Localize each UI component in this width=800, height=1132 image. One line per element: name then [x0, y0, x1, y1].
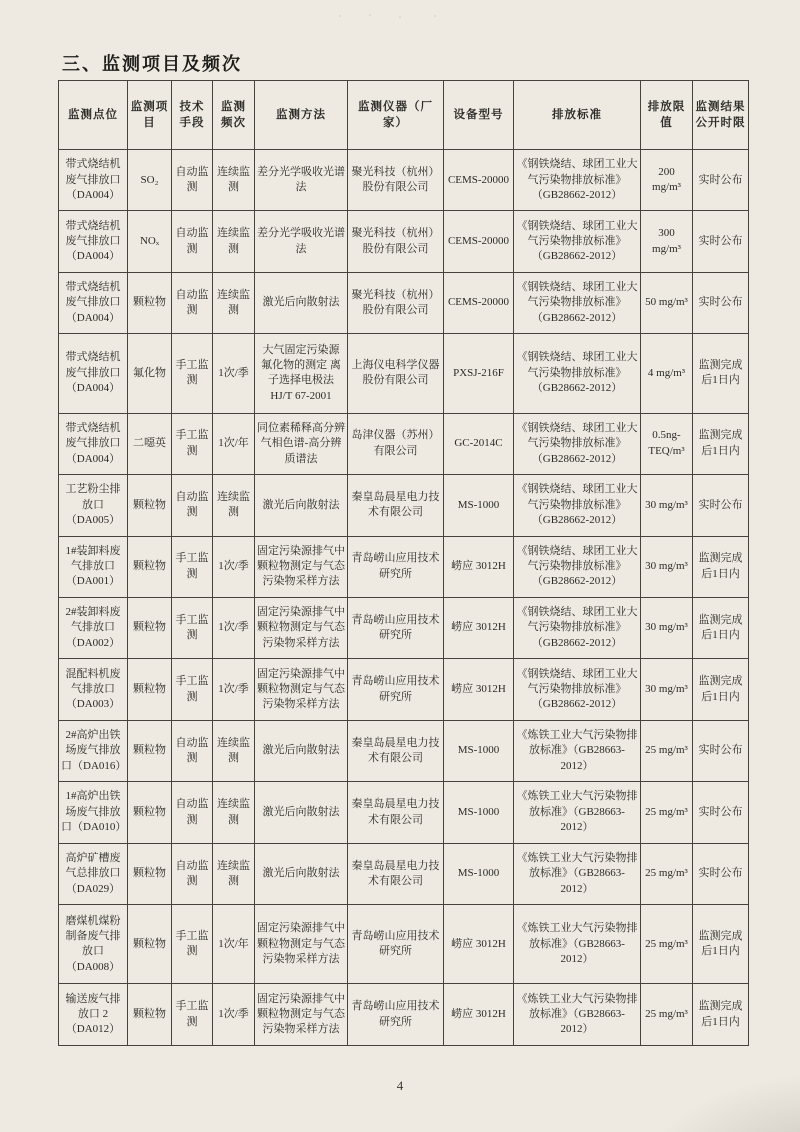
- column-header: 监测结果公开时限: [693, 81, 749, 150]
- table-cell: CEMS-20000: [444, 272, 514, 333]
- table-cell: 输送废气排放口 2（DA012）: [59, 984, 128, 1046]
- table-cell: 青岛崂山应用技术研究所: [348, 984, 444, 1046]
- table-cell: 25 mg/m³: [641, 905, 693, 984]
- table-cell: 固定污染源排气中颗粒物测定与气态污染物采样方法: [255, 659, 348, 720]
- table-cell: 青岛崂山应用技术研究所: [348, 597, 444, 658]
- table-cell: 固定污染源排气中颗粒物测定与气态污染物采样方法: [255, 536, 348, 597]
- table-cell: 《炼铁工业大气污染物排放标准》（GB28663-2012）: [514, 843, 641, 904]
- table-cell: 颗粒物: [128, 905, 172, 984]
- table-cell: MS-1000: [444, 782, 514, 843]
- column-header: 设备型号: [444, 81, 514, 150]
- table-row: [59, 782, 749, 843]
- table-cell: 《炼铁工业大气污染物排放标准》（GB28663-2012）: [514, 984, 641, 1046]
- table-cell: 《炼铁工业大气污染物排放标准》（GB28663-2012）: [514, 905, 641, 984]
- table-cell: 连续监测: [213, 782, 255, 843]
- table-cell: 带式烧结机废气排放口（DA004）: [59, 272, 128, 333]
- table-cell: 手工监测: [172, 984, 213, 1046]
- table-row: [59, 843, 749, 904]
- table-cell: 连续监测: [213, 720, 255, 781]
- table-cell: 手工监测: [172, 413, 213, 474]
- table-cell: 手工监测: [172, 905, 213, 984]
- table-cell: CEMS-20000: [444, 150, 514, 211]
- table-cell: 1次/季: [213, 984, 255, 1046]
- table-row: [59, 413, 749, 474]
- table-cell: 《钢铁烧结、球团工业大气污染物排放标准》（GB28662-2012）: [514, 211, 641, 272]
- table-cell: 崂应 3012H: [444, 905, 514, 984]
- table-cell: 聚光科技（杭州）股份有限公司: [348, 150, 444, 211]
- table-cell: 岛津仪器（苏州）有限公司: [348, 413, 444, 474]
- table-cell: 实时公布: [693, 843, 749, 904]
- table-cell: 秦皇岛晨星电力技术有限公司: [348, 720, 444, 781]
- table-cell: 聚光科技（杭州）股份有限公司: [348, 211, 444, 272]
- table-cell: 崂应 3012H: [444, 659, 514, 720]
- table-row: [59, 211, 749, 272]
- table-cell: 颗粒物: [128, 597, 172, 658]
- table-cell: 磨煤机煤粉制备废气排放口（DA008）: [59, 905, 128, 984]
- table-cell: 自动监测: [172, 272, 213, 333]
- table-cell: 25 mg/m³: [641, 720, 693, 781]
- table-row: [59, 334, 749, 413]
- table-cell: 连续监测: [213, 475, 255, 536]
- table-cell: 氟化物: [128, 334, 172, 413]
- table-cell: 《钢铁烧结、球团工业大气污染物排放标准》（GB28662-2012）: [514, 659, 641, 720]
- table-cell: 秦皇岛晨星电力技术有限公司: [348, 843, 444, 904]
- table-cell: 颗粒物: [128, 272, 172, 333]
- table-cell: 200 mg/m³: [641, 150, 693, 211]
- table-cell: 带式烧结机废气排放口（DA004）: [59, 150, 128, 211]
- table-cell: 1次/季: [213, 597, 255, 658]
- table-cell: 激光后向散射法: [255, 475, 348, 536]
- table-cell: 0.5ng-TEQ/m³: [641, 413, 693, 474]
- table-cell: 差分光学吸收光谱法: [255, 211, 348, 272]
- table-cell: 大气固定污染源 氟化物的测定 离子选择电极法 HJ/T 67-2001: [255, 334, 348, 413]
- table-cell: 《钢铁烧结、球团工业大气污染物排放标准》（GB28662-2012）: [514, 597, 641, 658]
- table-cell: 实时公布: [693, 150, 749, 211]
- column-header: 监测仪器（厂家）: [348, 81, 444, 150]
- table-cell: 固定污染源排气中颗粒物测定与气态污染物采样方法: [255, 905, 348, 984]
- column-header: 技术手段: [172, 81, 213, 150]
- table-cell: 青岛崂山应用技术研究所: [348, 536, 444, 597]
- table-cell: 颗粒物: [128, 720, 172, 781]
- table-cell: 监测完成后1日内: [693, 984, 749, 1046]
- table-cell: 自动监测: [172, 782, 213, 843]
- table-cell: 25 mg/m³: [641, 984, 693, 1046]
- table-cell: 自动监测: [172, 150, 213, 211]
- table-cell: 1次/年: [213, 905, 255, 984]
- table-cell: 带式烧结机废气排放口（DA004）: [59, 413, 128, 474]
- column-header: 监测项目: [128, 81, 172, 150]
- table-cell: 25 mg/m³: [641, 843, 693, 904]
- table-cell: 30 mg/m³: [641, 475, 693, 536]
- table-cell: 激光后向散射法: [255, 782, 348, 843]
- table-cell: 监测完成后1日内: [693, 659, 749, 720]
- column-header: 排放限值: [641, 81, 693, 150]
- table-cell: 差分光学吸收光谱法: [255, 150, 348, 211]
- table-cell: 50 mg/m³: [641, 272, 693, 333]
- table-cell: 青岛崂山应用技术研究所: [348, 905, 444, 984]
- table-cell: 秦皇岛晨星电力技术有限公司: [348, 782, 444, 843]
- table-cell: NOₓ: [128, 211, 172, 272]
- table-row: [59, 150, 749, 211]
- header-row: [59, 81, 749, 150]
- table-cell: 《炼铁工业大气污染物排放标准》（GB28663-2012）: [514, 720, 641, 781]
- table-cell: 颗粒物: [128, 843, 172, 904]
- table-cell: 固定污染源排气中颗粒物测定与气态污染物采样方法: [255, 597, 348, 658]
- table-cell: 监测完成后1日内: [693, 536, 749, 597]
- table-cell: 自动监测: [172, 720, 213, 781]
- table-row: [59, 720, 749, 781]
- table-cell: MS-1000: [444, 843, 514, 904]
- table-cell: 手工监测: [172, 334, 213, 413]
- table-cell: 崂应 3012H: [444, 597, 514, 658]
- table-cell: 《钢铁烧结、球团工业大气污染物排放标准》（GB28662-2012）: [514, 475, 641, 536]
- table-cell: 二噁英: [128, 413, 172, 474]
- table-cell: 1次/季: [213, 536, 255, 597]
- table-cell: 带式烧结机废气排放口（DA004）: [59, 211, 128, 272]
- table-body: [59, 150, 749, 1046]
- table-row: [59, 272, 749, 333]
- table-cell: 聚光科技（杭州）股份有限公司: [348, 272, 444, 333]
- table-row: [59, 536, 749, 597]
- table-cell: 实时公布: [693, 272, 749, 333]
- table-cell: PXSJ-216F: [444, 334, 514, 413]
- table-cell: 1#装卸料废气排放口（DA001）: [59, 536, 128, 597]
- table-cell: 《钢铁烧结、球团工业大气污染物排放标准》（GB28662-2012）: [514, 272, 641, 333]
- table-cell: GC-2014C: [444, 413, 514, 474]
- table-cell: 颗粒物: [128, 659, 172, 720]
- table-cell: 监测完成后1日内: [693, 413, 749, 474]
- table-cell: 1次/年: [213, 413, 255, 474]
- table-cell: 自动监测: [172, 475, 213, 536]
- table-cell: 300 mg/m³: [641, 211, 693, 272]
- table-cell: 监测完成后1日内: [693, 597, 749, 658]
- table-cell: 2#装卸料废气排放口（DA002）: [59, 597, 128, 658]
- table-cell: 《钢铁烧结、球团工业大气污染物排放标准》（GB28662-2012）: [514, 334, 641, 413]
- table-cell: 1次/季: [213, 334, 255, 413]
- table-cell: 连续监测: [213, 211, 255, 272]
- section-title: 三、监测项目及频次: [62, 54, 242, 74]
- table-cell: 30 mg/m³: [641, 536, 693, 597]
- column-header: 监测频次: [213, 81, 255, 150]
- table-cell: 混配料机废气排放口（DA003）: [59, 659, 128, 720]
- table-cell: 自动监测: [172, 843, 213, 904]
- table-cell: 连续监测: [213, 843, 255, 904]
- monitoring-table: [58, 80, 749, 1046]
- table-cell: 激光后向散射法: [255, 720, 348, 781]
- table-cell: 颗粒物: [128, 475, 172, 536]
- table-cell: 自动监测: [172, 211, 213, 272]
- table-cell: 崂应 3012H: [444, 536, 514, 597]
- table-cell: 颗粒物: [128, 782, 172, 843]
- table-cell: 青岛崂山应用技术研究所: [348, 659, 444, 720]
- column-header: 监测点位: [59, 81, 128, 150]
- table-cell: 同位素稀释高分辨气相色谱-高分辨质谱法: [255, 413, 348, 474]
- table-row: [59, 984, 749, 1046]
- scan-artifact: [330, 12, 450, 20]
- table-cell: 固定污染源排气中颗粒物测定与气态污染物采样方法: [255, 984, 348, 1046]
- table-cell: 手工监测: [172, 659, 213, 720]
- table-cell: MS-1000: [444, 475, 514, 536]
- table-cell: 25 mg/m³: [641, 782, 693, 843]
- table-cell: 4 mg/m³: [641, 334, 693, 413]
- table-row: [59, 659, 749, 720]
- table-cell: 激光后向散射法: [255, 843, 348, 904]
- table-cell: 崂应 3012H: [444, 984, 514, 1046]
- column-header: 排放标准: [514, 81, 641, 150]
- table-cell: 颗粒物: [128, 536, 172, 597]
- table-cell: SO₂: [128, 150, 172, 211]
- table-row: [59, 905, 749, 984]
- table-cell: 手工监测: [172, 536, 213, 597]
- table-cell: 《炼铁工业大气污染物排放标准》（GB28663-2012）: [514, 782, 641, 843]
- table-cell: 1#高炉出铁场废气排放口（DA010）: [59, 782, 128, 843]
- table-cell: 《钢铁烧结、球团工业大气污染物排放标准》（GB28662-2012）: [514, 150, 641, 211]
- table-cell: 激光后向散射法: [255, 272, 348, 333]
- table-cell: 《钢铁烧结、球团工业大气污染物排放标准》（GB28662-2012）: [514, 536, 641, 597]
- table-cell: 实时公布: [693, 211, 749, 272]
- table-cell: 工艺粉尘排放口（DA005）: [59, 475, 128, 536]
- table-cell: 实时公布: [693, 475, 749, 536]
- table-cell: 监测完成后1日内: [693, 905, 749, 984]
- table-cell: 1次/季: [213, 659, 255, 720]
- table-cell: 手工监测: [172, 597, 213, 658]
- table-cell: 实时公布: [693, 720, 749, 781]
- table-cell: 连续监测: [213, 150, 255, 211]
- table-cell: MS-1000: [444, 720, 514, 781]
- table-row: [59, 475, 749, 536]
- table-cell: 30 mg/m³: [641, 597, 693, 658]
- table-cell: 30 mg/m³: [641, 659, 693, 720]
- page-number: 4: [396, 1078, 404, 1093]
- table-cell: 《钢铁烧结、球团工业大气污染物排放标准》（GB28662-2012）: [514, 413, 641, 474]
- table-cell: 2#高炉出铁场废气排放口（DA016）: [59, 720, 128, 781]
- table-cell: 上海仪电科学仪器股份有限公司: [348, 334, 444, 413]
- table-cell: 连续监测: [213, 272, 255, 333]
- table-row: [59, 597, 749, 658]
- column-header: 监测方法: [255, 81, 348, 150]
- table-cell: 监测完成后1日内: [693, 334, 749, 413]
- table-cell: 秦皇岛晨星电力技术有限公司: [348, 475, 444, 536]
- table-cell: 颗粒物: [128, 984, 172, 1046]
- table-cell: 实时公布: [693, 782, 749, 843]
- scan-corner-shadow: [620, 1062, 800, 1132]
- table-cell: CEMS-20000: [444, 211, 514, 272]
- table-cell: 高炉矿槽废气总排放口（DA029）: [59, 843, 128, 904]
- table-cell: 带式烧结机废气排放口（DA004）: [59, 334, 128, 413]
